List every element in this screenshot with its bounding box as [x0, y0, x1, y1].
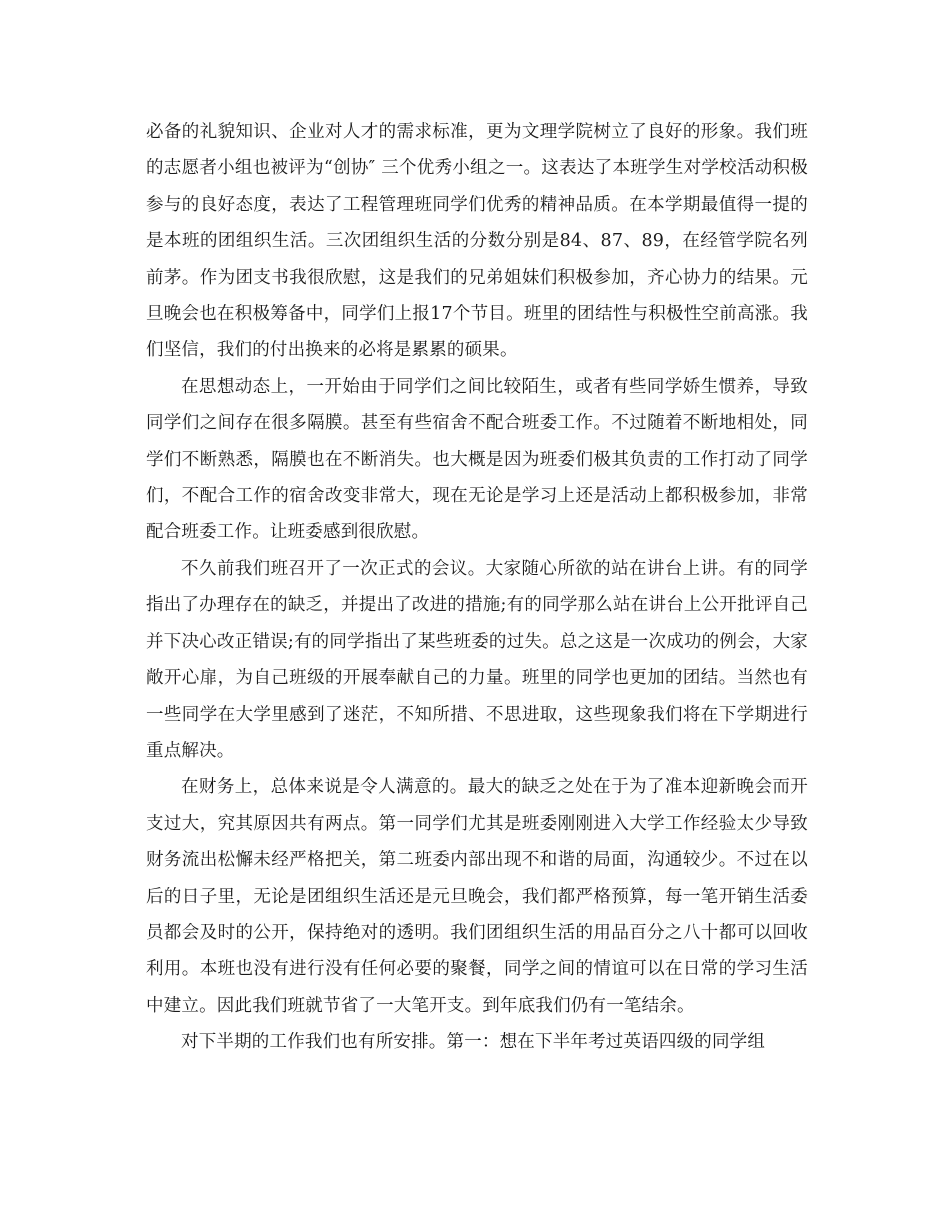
- paragraph-continuation: 必备的礼貌知识、企业对人才的需求标准，更为文理学院树立了良好的形象。我们班的志愿者小组也被评为“创协″ 三个优秀小组之一。这表达了本班学生对学校活动积极参与的良好态度，表达了工程管理班同学们优秀的精神品质。在本学期最值得一提的是本班的团组织生活。三次团组织生活的分数分别是84、87、89，在经管学院名列前茅。作为团支书我很欣慰，这是我们的兄弟姐妹们积极参加，齐心协力的结果。元旦晚会也在积极筹备中，同学们上报17个节目。班里的团结性与积极性空前高涨。我们坚信，我们的付出换来的必将是累累的硕果。: [146, 122, 808, 361]
- paragraph-finance: 在财务上，总体来说是令人满意的。最大的缺乏之处在于为了准本迎新晚会而开支过大，究其原因共有两点。第一同学们尤其是班委刚刚进入大学工作经验太少导致财务流出松懈未经严格把关，第二班委内部出现不和谐的局面，沟通较少。不过在以后的日子里，无论是团组织生活还是元旦晚会，我们都严格预算，每一笔开销生活委员都会及时的公开，保持绝对的透明。我们团组织生活的用品百分之八十都可以回收利用。本班也没有进行没有任何必要的聚餐，同学之间的情谊可以在日常的学习生活中建立。因此我们班就节省了一大笔开支。到年底我们仍有一笔结余。: [146, 777, 808, 1016]
- paragraph-class-meeting: 不久前我们班召开了一次正式的会议。大家随心所欲的站在讲台上讲。有的同学指出了办理存在的缺乏，并提出了改进的措施;有的同学那么站在讲台上公开批评自己并下决心改正错误;有的同学指出了某些班委的过失。总之这是一次成功的例会，大家敞开心扉，为自己班级的开展奉献自己的力量。班里的同学也更加的团结。当然也有一些同学在大学里感到了迷茫，不知所措、不思进取，这些现象我们将在下学期进行重点解决。: [146, 558, 808, 761]
- paragraph-next-term-plan: 对下半期的工作我们也有所安排。第一：想在下半年考过英语四级的同学组: [181, 1032, 766, 1053]
- document-body: [146, 114, 808, 1061]
- paragraph-thought-dynamics: 在思想动态上，一开始由于同学们之间比较陌生，或者有些同学娇生惯养，导致同学们之间存在很多隔膜。甚至有些宿舍不配合班委工作。不过随着不断地相处，同学们不断熟悉，隔膜也在不断消失。也大概是因为班委们极其负责的工作打动了同学们，不配合工作的宿舍改变非常大，现在无论是学习上还是活动上都积极参加，非常配合班委工作。让班委感到很欣慰。: [146, 376, 808, 543]
